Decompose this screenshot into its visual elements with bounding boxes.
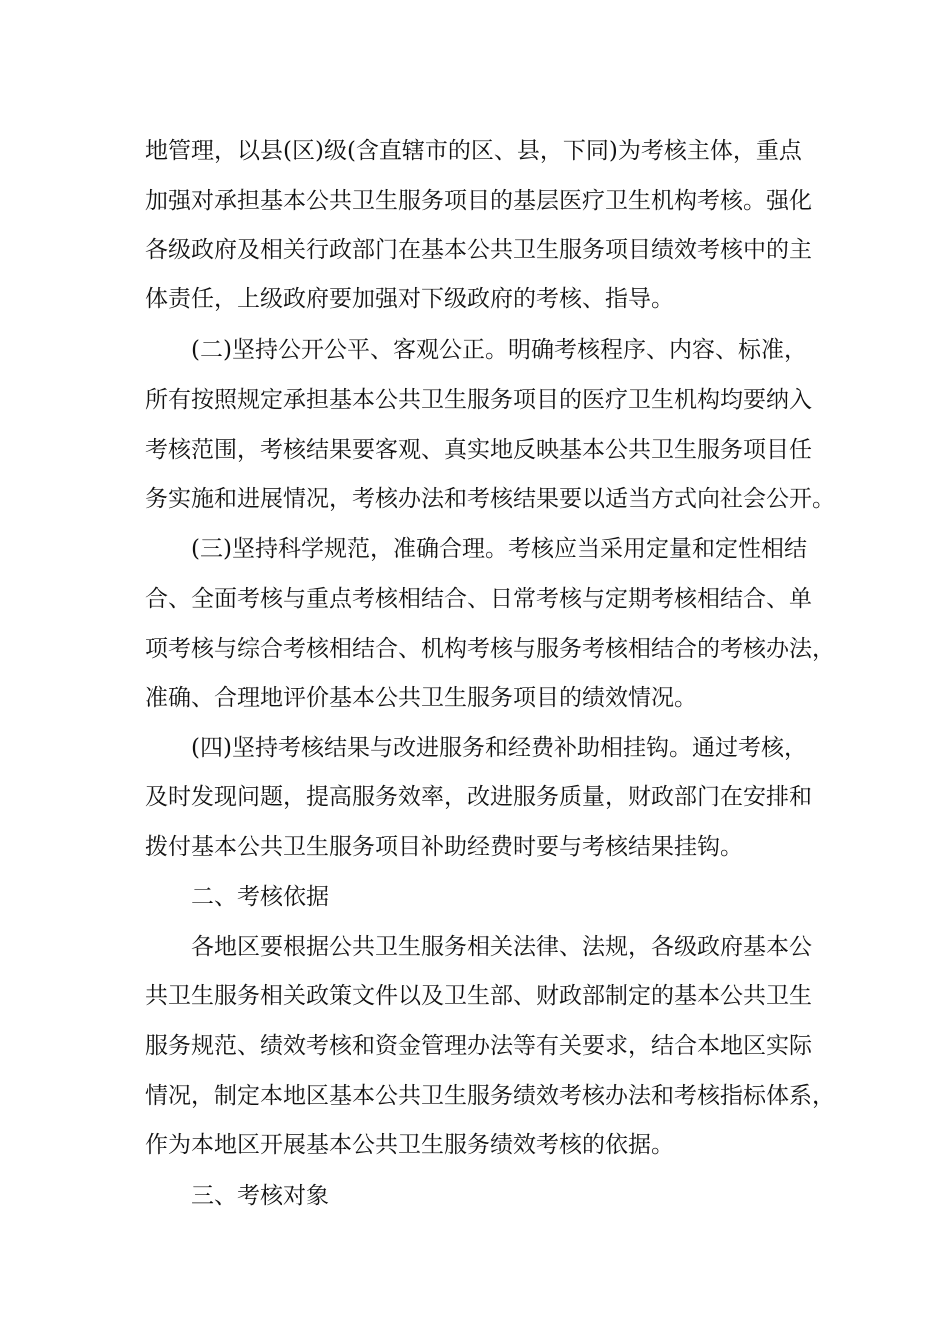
section-heading: 三、考核对象	[191, 1183, 329, 1209]
text-line: 考核范围，考核结果要客观、真实地反映基本公共卫生服务项目任	[145, 437, 812, 463]
text-line: 拨付基本公共卫生服务项目补助经费时要与考核结果挂钩。	[145, 834, 743, 860]
text-line: (四)坚持考核结果与改进服务和经费补助相挂钩。通过考核，	[191, 735, 807, 761]
text-line: 地管理，以县(区)级(含直辖市的区、县，下同)为考核主体，重点	[145, 138, 802, 164]
text-line: 作为本地区开展基本公共卫生服务绩效考核的依据。	[145, 1132, 674, 1158]
text-line: 合、全面考核与重点考核相结合、日常考核与定期考核相结合、单	[145, 586, 812, 612]
text-line: 体责任，上级政府要加强对下级政府的考核、指导。	[145, 286, 674, 312]
text-line: (三)坚持科学规范，准确合理。考核应当采用定量和定性相结	[191, 536, 807, 562]
text-line: 加强对承担基本公共卫生服务项目的基层医疗卫生机构考核。强化	[145, 188, 812, 214]
text-line: 情况，制定本地区基本公共卫生服务绩效考核办法和考核指标体系，	[145, 1083, 835, 1109]
text-line: 及时发现问题，提高服务效率，改进服务质量，财政部门在安排和	[145, 784, 812, 810]
section-heading: 二、考核依据	[191, 884, 329, 910]
text-line: 各级政府及相关行政部门在基本公共卫生服务项目绩效考核中的主	[145, 237, 812, 263]
text-line: 所有按照规定承担基本公共卫生服务项目的医疗卫生机构均要纳入	[145, 387, 812, 413]
text-line: 共卫生服务相关政策文件以及卫生部、财政部制定的基本公共卫生	[145, 983, 812, 1009]
text-line: 各地区要根据公共卫生服务相关法律、法规，各级政府基本公	[191, 934, 812, 960]
text-line: 务实施和进展情况，考核办法和考核结果要以适当方式向社会公开。	[145, 486, 835, 512]
text-line: 准确、合理地评价基本公共卫生服务项目的绩效情况。	[145, 685, 697, 711]
text-line: 项考核与综合考核相结合、机构考核与服务考核相结合的考核办法，	[145, 636, 835, 662]
text-line: 服务规范、绩效考核和资金管理办法等有关要求，结合本地区实际	[145, 1033, 812, 1059]
text-line: (二)坚持公开公平、客观公正。明确考核程序、内容、标准，	[191, 337, 807, 363]
